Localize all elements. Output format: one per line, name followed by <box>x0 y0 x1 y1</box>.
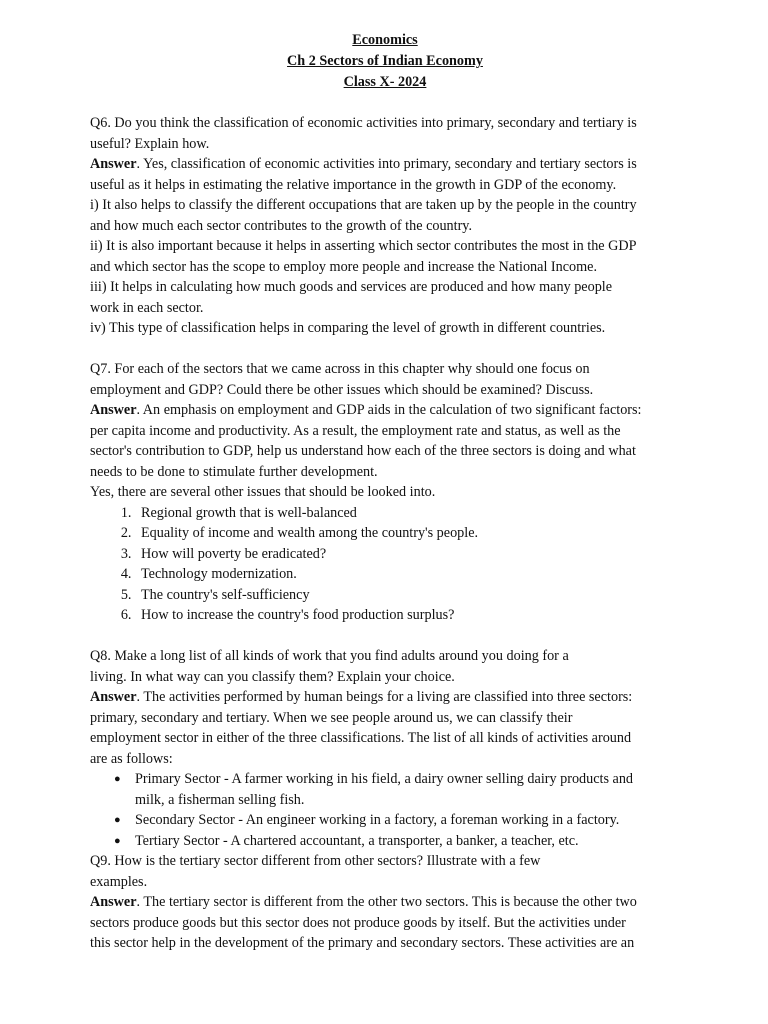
list-item: ● Primary Sector - A farmer working in his field, a dairy owner selling dairy products and milk, a fisherman selling fish. <box>114 771 634 808</box>
answer-label: Answer <box>90 894 137 910</box>
question-8 <box>90 646 680 851</box>
question-6-point-4: iv) This type of classification helps in comparing the level of growth in different countries. <box>90 320 606 336</box>
subject-title: Economics <box>352 32 418 48</box>
class-title: Class X- 2024 <box>343 74 427 90</box>
answer-label: Answer <box>90 156 137 172</box>
list-item: 3. How will poverty be eradicated? <box>135 544 680 565</box>
list-item: 5. The country's self-sufficiency <box>135 585 680 606</box>
list-item: ● Secondary Sector - An engineer working in a factory, a foreman working in a factory. <box>135 810 680 831</box>
question-7-answer: Answer. An emphasis on employment and GDP aids in the calculation of two significant factors: per capita income and productivity. As a result, the employment rate and status, as well as the sector's contribution to GDP, help us understand how each of the three sectors is doing and what needs to be done to stimulate further development. Yes, there are several other issues that should be looked into. <box>90 402 642 500</box>
chapter-title: Ch 2 Sectors of Indian Economy <box>287 53 483 69</box>
question-9-text: Q9. How is the tertiary sector different from other sectors? Illustrate with a few examples. <box>90 853 541 890</box>
list-item: 2. Equality of income and wealth among the country's people. <box>135 523 680 544</box>
sectors-list <box>90 769 680 851</box>
answer-label: Answer <box>90 402 137 418</box>
list-item: 1. Regional growth that is well-balanced <box>135 503 680 524</box>
question-9-answer: Answer. The tertiary sector is different from the other two sectors. This is because the other two sectors produce goods but this sector does not produce goods by itself. But the activities under this sector help in the development of the primary and secondary sectors. These activities are an <box>90 894 637 951</box>
issues-list <box>90 503 680 626</box>
question-6-point-2: ii) It is also important because it helps in asserting which sector contributes the most in the GDP and which sector has the scope to employ more people and increase the National Income. <box>90 238 637 275</box>
document-header <box>90 30 680 93</box>
bullet-icon: ● <box>114 814 121 826</box>
question-7 <box>90 359 680 626</box>
question-6-answer: Answer. Yes, classification of economic activities into primary, secondary and tertiary sectors is useful as it helps in estimating the relative importance in the growth in GDP of the economy. <box>90 156 637 193</box>
question-6-point-3: iii) It helps in calculating how much goods and services are produced and how many people work in each sector. <box>90 279 613 316</box>
list-item: 6. How to increase the country's food production surplus? <box>135 605 680 626</box>
question-7-text: Q7. For each of the sectors that we came across in this chapter why should one focus on employment and GDP? Could there be other issues which should be examined? Discuss. <box>90 361 594 398</box>
list-item: ● Tertiary Sector - A chartered accountant, a transporter, a banker, a teacher, etc. <box>135 831 680 852</box>
document-page <box>90 30 680 954</box>
bullet-icon: ● <box>114 834 121 847</box>
question-8-answer: Answer. The activities performed by human beings for a living are classified into three sectors: primary, secondary and tertiary. When we see people around us, we can classify their employment sector in either of the three classifications. The list of all kinds of activities around are as follows: <box>90 689 633 767</box>
question-6 <box>90 113 680 339</box>
question-8-text: Q8. Make a long list of all kinds of work that you find adults around you doing for a living. In what way can you classify them? Explain your choice. <box>90 648 569 685</box>
question-6-text: Q6. Do you think the classification of economic activities into primary, secondary and tertiary is useful? Explain how. <box>90 115 637 152</box>
question-9 <box>90 851 680 954</box>
bullet-icon: ● <box>114 773 121 785</box>
question-6-point-1: i) It also helps to classify the different occupations that are taken up by the people in the country and how much each sector contributes to the growth of the country. <box>90 197 637 234</box>
list-item: 4. Technology modernization. <box>135 564 680 585</box>
answer-label: Answer <box>90 689 137 705</box>
